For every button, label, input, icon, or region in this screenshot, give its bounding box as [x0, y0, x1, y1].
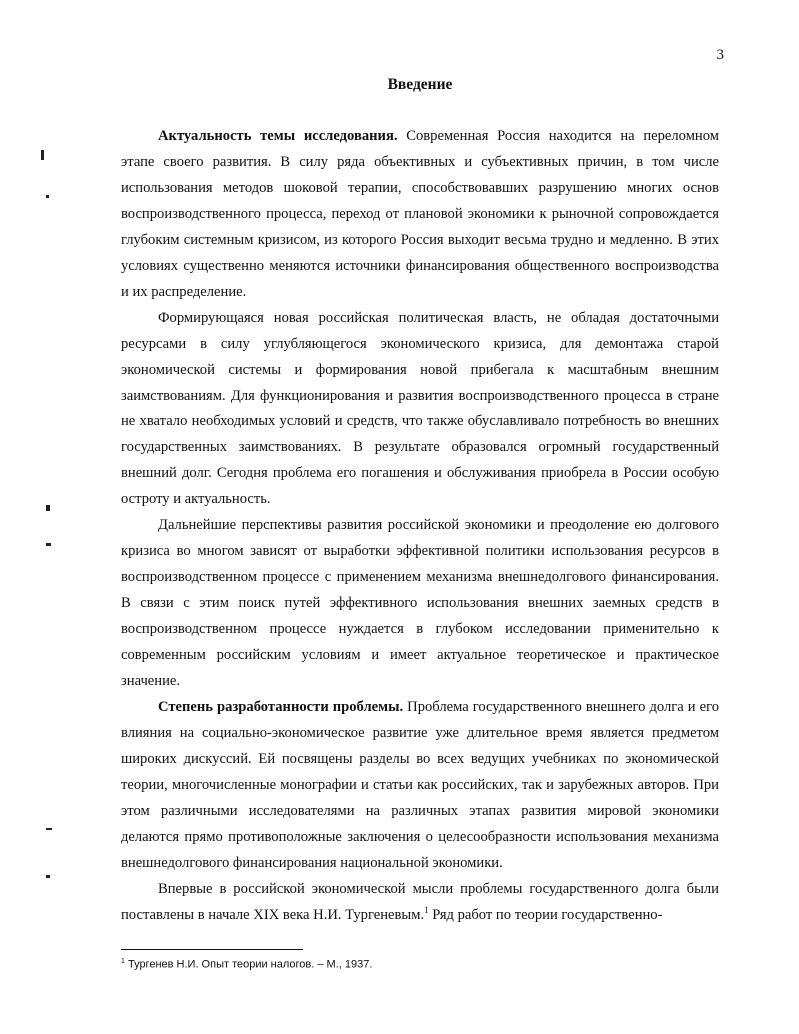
scan-mark: [46, 505, 50, 511]
footnote-reference[interactable]: 1: [424, 904, 429, 915]
paragraph-lead: Степень разработанности проблемы.: [158, 698, 404, 715]
footnote-marker: 1: [121, 958, 125, 965]
paragraph-degree-of-study: [121, 695, 719, 877]
scan-mark: [46, 828, 52, 830]
paragraph-lead: Актуальность темы исследования.: [158, 128, 398, 144]
scan-mark: [46, 875, 50, 878]
footnote-separator: [121, 949, 303, 950]
scan-mark: [46, 195, 49, 198]
scan-mark: [46, 543, 51, 546]
paragraph-text-continued: Ряд работ по теории государственно-: [428, 906, 663, 923]
paragraph-relevance: [121, 124, 719, 306]
paragraph-text: Проблема государственного внешнего долга и его влияния на социально-экономическое развитие уже длительное время является предметом широких дискуссий. Ей посвящены разделы во всех ведущих учебниках по экономической теории, многочисленные монографии и статьи как российских, так и зарубежных авторов. При этом различными исследователями на различных этапах развития мировой экономики делаются прямо противоположные заключения о целесообразности использования механизма внешнедолгового финансирования национальной экономики.: [121, 698, 719, 871]
scan-mark: [41, 150, 44, 160]
body-text: [121, 124, 719, 929]
footnote: [121, 958, 719, 971]
paragraph-political-power: [121, 306, 719, 514]
paragraph-text: Формирующаяся новая российская политическая власть, не обладая достаточными ресурсами в силу углубляющегося экономического кризиса, для демонтажа старой экономической системы и формирования новой прибегала к масштабным внешним заимствованиям. Для функционирования и развития воспроизводственного процесса в стране не хватало необходимых условий и средств, что также обуславливало потребность во внешних государственных заимствованиях. В результате образовался огромный государственный внешний долг. Сегодня проблема его погашения и обслуживания приобрела в России особую остроту и актуальность.: [121, 309, 719, 508]
paragraph-text: Впервые в российской экономической мысли проблемы государственного долга были поставлены в начале XIX века Н.И. Тургеневым.: [121, 880, 719, 923]
footnote-text: Тургенев Н.И. Опыт теории налогов. – М., 1937.: [124, 958, 373, 971]
paragraph-prospects: [121, 513, 719, 695]
paragraph-text: Современная Россия находится на переломном этапе своего развития. В силу ряда объективных и субъективных причин, в том числе использования методов шоковой терапии, способствовавших разрушению многих основ воспроизводственного процесса, переход от плановой экономики к рыночной сопровождается глубоким системным кризисом, из которого Россия выходит весьма трудно и медленно. В этих условиях существенно меняются источники финансирования общественного воспроизводства и их распределение.: [121, 128, 719, 300]
paragraph-turgenev: [121, 877, 719, 929]
paragraph-text: Дальнейшие перспективы развития российской экономики и преодоление ею долгового кризиса во многом зависят от выработки эффективной политики использования ресурсов в воспроизводственном процессе с применением механизма внешнедолгового финансирования. В связи с этим поиск путей эффективного использования внешних заемных средств в воспроизводственном процессе нуждается в глубоком исследовании применительно к современным российским условиям и имеет актуальное теоретическое и практическое значение.: [121, 517, 719, 690]
page-number: 3: [716, 47, 724, 63]
page-title: Введение: [387, 76, 453, 93]
